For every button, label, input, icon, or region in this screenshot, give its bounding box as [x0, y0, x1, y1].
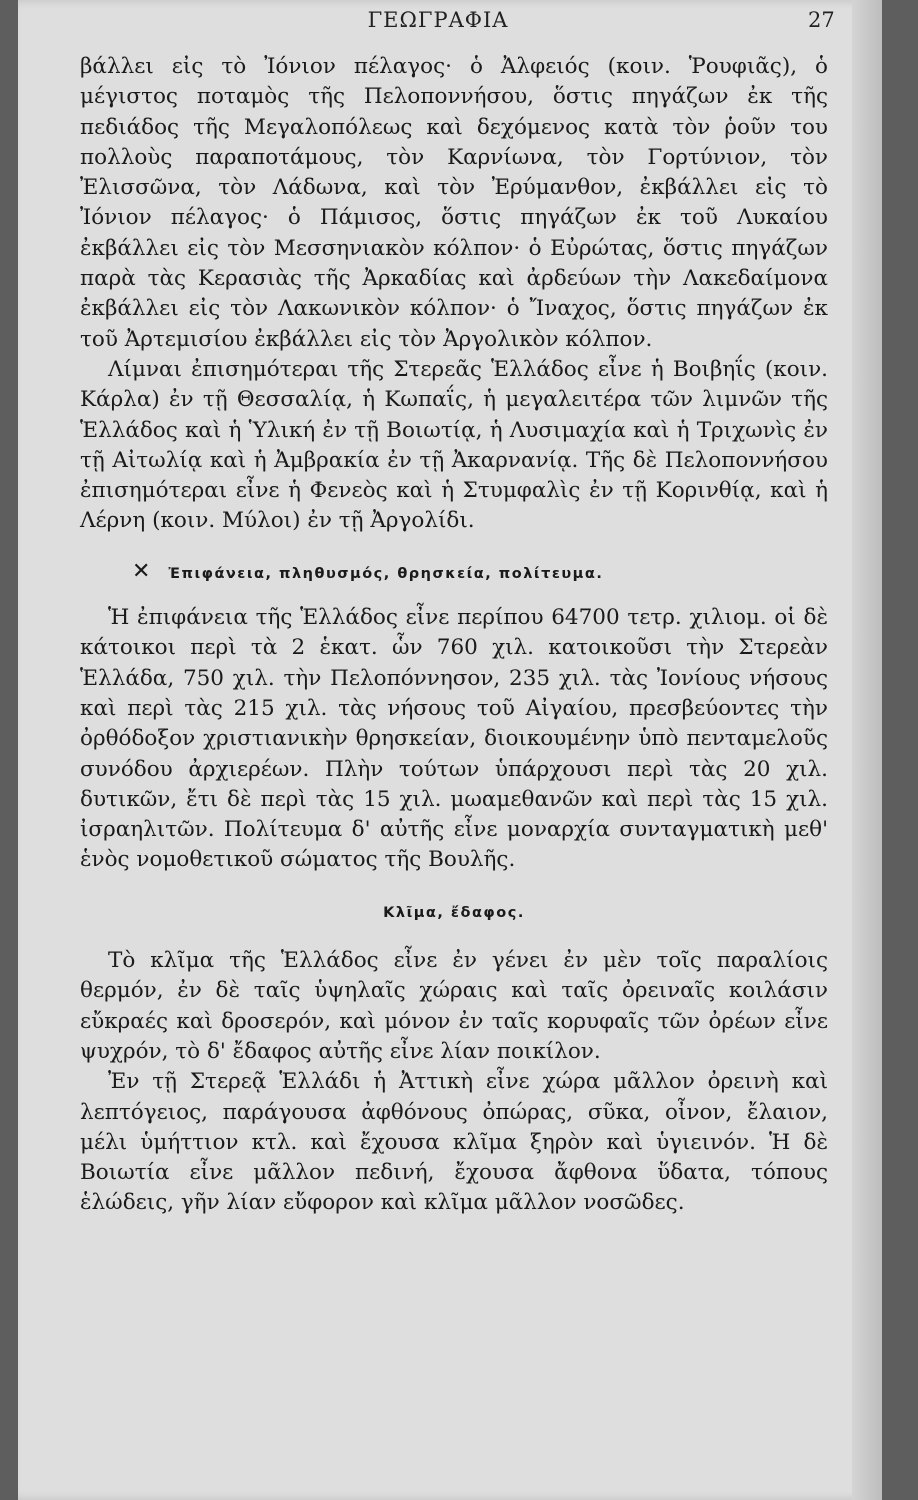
- paragraph: Ἡ ἐπιφάνεια τῆς Ἑλλάδος εἶνε περίπου 64700 τετρ. χιλιομ. οἱ δὲ κάτοικοι περὶ τὰ 2 ἑκατ. ὧν 760 χιλ. κατοικοῦσι τὴν Στερεὰν Ἑλλάδα, 750 χιλ. τὴν Πελοπόννησον, 235 χιλ. τὰς Ἰονίους νήσους καὶ περὶ τὰς 215 χιλ. τὰς νήσους τοῦ Αἰγαίου, πρεσβεύοντες τὴν ὀρθόδοξον χριστιανικὴν θρησκείαν, διοικουμένην ὑπὸ πενταμελοῦς συνόδου ἀρχιερέων. Πλὴν τούτων ὑπάρχουσι περὶ τὰς 20 χιλ. δυτικῶν, ἔτι δὲ περὶ τὰς 15 χιλ. μωαμεθανῶν καὶ περὶ τὰς 15 χιλ. ἰσραηλιτῶν. Πολίτευμα δ' αὐτῆς εἶνε μοναρχία συνταγματικὴ μεθ' ἑνὸς νομοθετικοῦ σώματος τῆς Βουλῆς.: [80, 605, 828, 873]
- page-number: 27: [808, 8, 835, 32]
- paragraph: βάλλει εἰς τὸ Ἰόνιον πέλαγος· ὁ Ἀλφειός (κοιν. Ῥουφιᾶς), ὁ μέγιστος ποταμὸς τῆς Πελοποννήσου, ὅστις πηγάζων ἐκ τῆς πεδιάδος τῆς Μεγαλοπόλεως καὶ δεχόμενος κατὰ τὸν ῥοῦν του πολλοὺς παραποτάμους, τὸν Καρνίωνα, τὸν Γορτύνιον, τὸν Ἐλισσῶνα, τὸν Λάδωνα, καὶ τὸν Ἐρύμανθον, ἐκβάλλει εἰς τὸ Ἰόνιον πέλαγος· ὁ Πάμισος, ὅστις πηγάζων ἐκ τοῦ Λυκαίου ἐκβάλλει εἰς τὸν Μεσσηνιακὸν κόλπον· ὁ Εὐρώτας, ὅστις πηγάζων παρὰ τὰς Κερασιὰς τῆς Ἀρκαδίας καὶ ἀρδεύων τὴν Λακεδαίμονα ἐκβάλλει εἰς τὸν Λακωνικὸν κόλπον· ὁ Ἴναχος, ὅστις πηγάζων ἐκ τοῦ Ἀρτεμισίου ἐκβάλλει εἰς τὸν Ἀργολικὸν κόλπον.: [80, 54, 828, 352]
- cross-mark-icon: ✕: [132, 558, 152, 584]
- section-heading-text: Ἐπιφάνεια, πληθυσμός, θρησκεία, πολίτευμα.: [168, 565, 604, 582]
- book-page: [18, 0, 882, 1500]
- paragraph: Λίμναι ἐπισημότεραι τῆς Στερεᾶς Ἑλλάδος εἶνε ἡ Βοιβηΐς (κοιν. Κάρλα) ἐν τῇ Θεσσαλίᾳ, ἡ Κωπαΐς, ἡ μεγαλειτέρα τῶν λιμνῶν τῆς Ἑλλάδος καὶ ἡ Ὑλική ἐν τῇ Βοιωτίᾳ, ἡ Λυσιμαχία καὶ ἡ Τριχωνὶς ἐν τῇ Αἰτωλίᾳ καὶ ἡ Ἀμβρακία ἐν τῇ Ἀκαρνανίᾳ. Τῆς δὲ Πελοποννήσου ἐπισημότεραι εἶνε ἡ Φενεὸς καὶ ἡ Στυμφαλὶς ἐν τῇ Κορινθίᾳ, καὶ ἡ Λέρνη (κοιν. Μύλοι) ἐν τῇ Ἀργολίδι.: [80, 356, 828, 534]
- section-heading: [80, 557, 828, 589]
- section-heading: Κλῖμα, ἔδαφος.: [383, 904, 525, 921]
- paragraph: Τὸ κλῖμα τῆς Ἑλλάδος εἶνε ἐν γένει ἐν μὲν τοῖς παραλίοις θερμόν, ἐν δὲ ταῖς ὑψηλαῖς χώραις καὶ ταῖς ὀρειναῖς κοιλάσιν εὔκραές καὶ δροσερόν, καὶ μόνον ἐν ταῖς κορυφαῖς τῶν ὀρέων εἶνε ψυχρόν, τὸ δ' ἔδαφος αὐτῆς εἶνε λίαν ποικίλον.: [80, 948, 828, 1064]
- running-head: ΓΕΩΓΡΑΦΙΑ: [367, 8, 509, 32]
- body-text: [80, 52, 828, 1219]
- paragraph: Ἐν τῇ Στερεᾷ Ἑλλάδι ἡ Ἀττικὴ εἶνε χώρα μᾶλλον ὀρεινὴ καὶ λεπτόγειος, παράγουσα ἀφθόνους ὀπώρας, σῦκα, οἶνον, ἔλαιον, μέλι ὑμήττιον κτλ. καὶ ἔχουσα κλῖμα ξηρὸν καὶ ὑγιεινόν. Ἡ δὲ Βοιωτία εἶνε μᾶλλον πεδινή, ἔχουσα ἄφθονα ὕδατα, τόπους ἑλώδεις, γῆν λίαν εὔφορον καὶ κλῖμα μᾶλλον νοσῶδες.: [80, 1069, 828, 1216]
- page-edge: [852, 0, 882, 1500]
